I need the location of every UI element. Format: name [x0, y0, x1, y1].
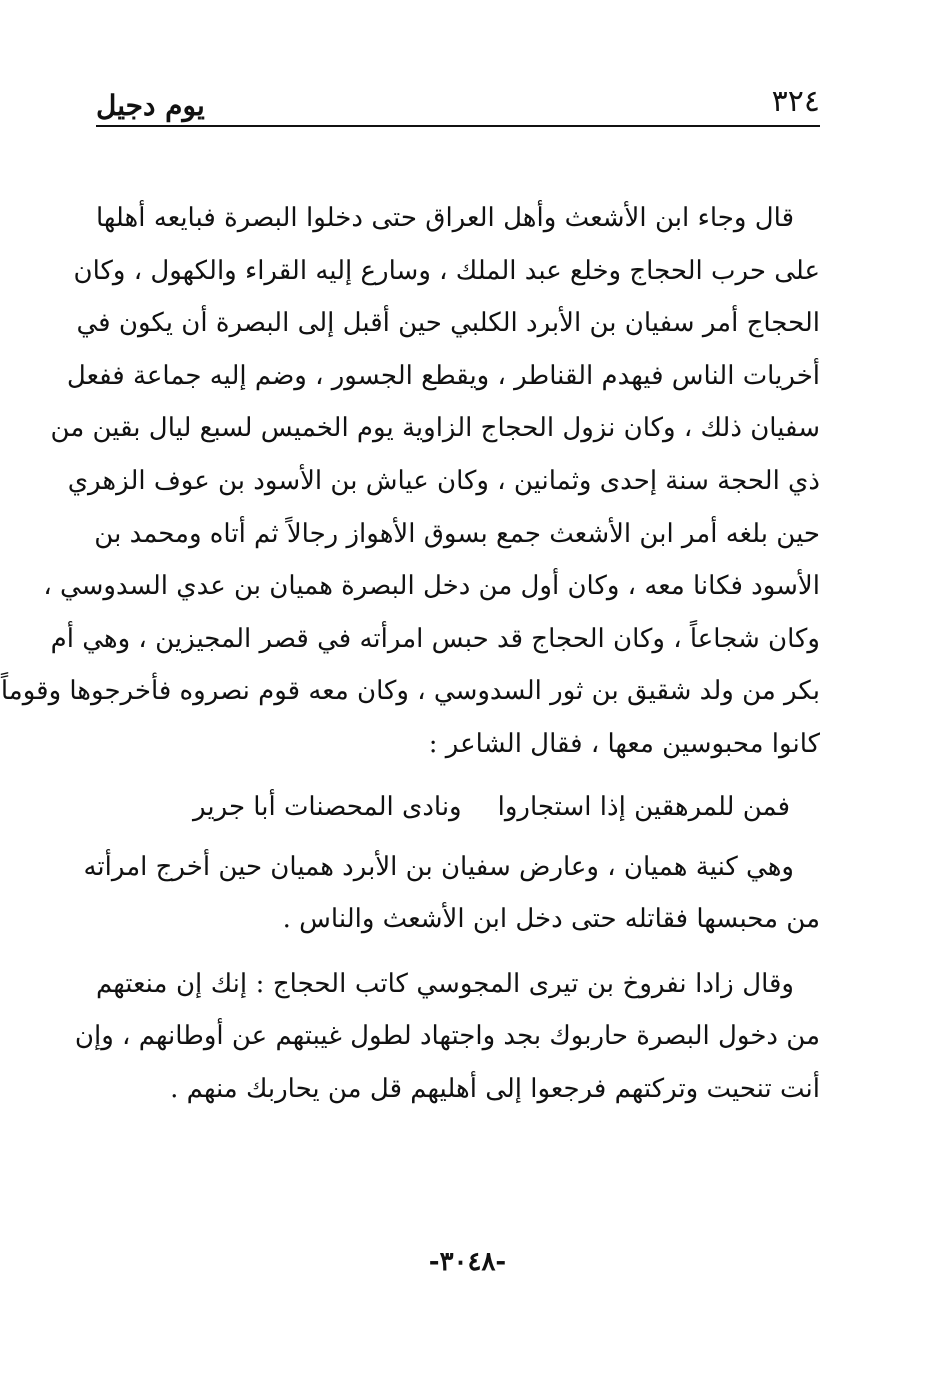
paragraph-gap: [96, 946, 820, 958]
text-line: أنت تنحيت وتركتهم فرجعوا إلى أهليهم قل من يحاربك منهم .: [170, 1073, 820, 1104]
paragraph-2: [83, 841, 820, 946]
poetry-verse: [96, 781, 820, 833]
header-rule: [96, 125, 820, 127]
text-line: حين بلغه أمر ابن الأشعث جمع بسوق الأهواز رجالاً ثم أتاه ومحمد بن: [94, 518, 820, 549]
running-title: يوم دجيل: [96, 89, 205, 122]
paragraph-3: [74, 958, 820, 1116]
verse-hemistich-first: فمن للمرهقين إذا استجاروا: [497, 791, 790, 822]
text-line: ذي الحجة سنة إحدى وثمانين ، وكان عياش بن الأسود بن عوف الزهري: [67, 465, 820, 496]
text-line: الأسود فكانا معه ، وكان أول من دخل البصرة هميان بن عدي السدوسي ،: [43, 571, 820, 602]
text-line: بكر من ولد شقيق بن ثور السدوسي ، وكان معه قوم نصروه فأخرجوها وقوماً: [0, 676, 820, 707]
page-body: [0, 192, 820, 1116]
page-number: ٣٢٤: [771, 84, 820, 119]
text-line: وكان شجاعاً ، وكان الحجاج قد حبس امرأته في قصر المجيزين ، وهي أم: [50, 623, 820, 654]
text-line: كانوا محبوسين معها ، فقال الشاعر :: [428, 728, 820, 759]
page-header: [96, 82, 820, 126]
text-line: وهي كنية هميان ، وعارض سفيان بن الأبرد هميان حين أخرج امرأته: [83, 851, 794, 882]
text-line: وقال زادا نفروخ بن تيرى المجوسي كاتب الحجاج : إنك إن منعتهم: [96, 968, 794, 999]
text-line: على حرب الحجاج وخلع عبد الملك ، وسارع إليه القراء والكهول ، وكان: [73, 255, 820, 286]
text-line: من دخول البصرة حاربوك بجد واجتهاد لطول غيبتهم عن أوطانهم ، وإن: [74, 1021, 820, 1052]
text-line: من محبسها فقاتله حتى دخل ابن الأشعث والناس .: [282, 904, 820, 935]
paragraph-1: [0, 192, 820, 771]
text-line: سفيان ذلك ، وكان نزول الحجاج الزاوية يوم الخميس لسبع ليال بقين من: [50, 413, 820, 444]
text-line: قال وجاء ابن الأشعث وأهل العراق حتى دخلوا البصرة فبايعه أهلها: [96, 203, 794, 233]
text-line: الحجاج أمر سفيان بن الأبرد الكلبي حين أقبل إلى البصرة أن يكون في: [76, 308, 820, 339]
text-line: أخريات الناس فيهدم القناطر ، ويقطع الجسور ، وضم إليه جماعة ففعل: [66, 360, 820, 391]
page-folio: -٣٠٤٨-: [428, 1247, 507, 1277]
verse-hemistich-second: ونادى المحصنات أبا جرير: [193, 791, 462, 822]
